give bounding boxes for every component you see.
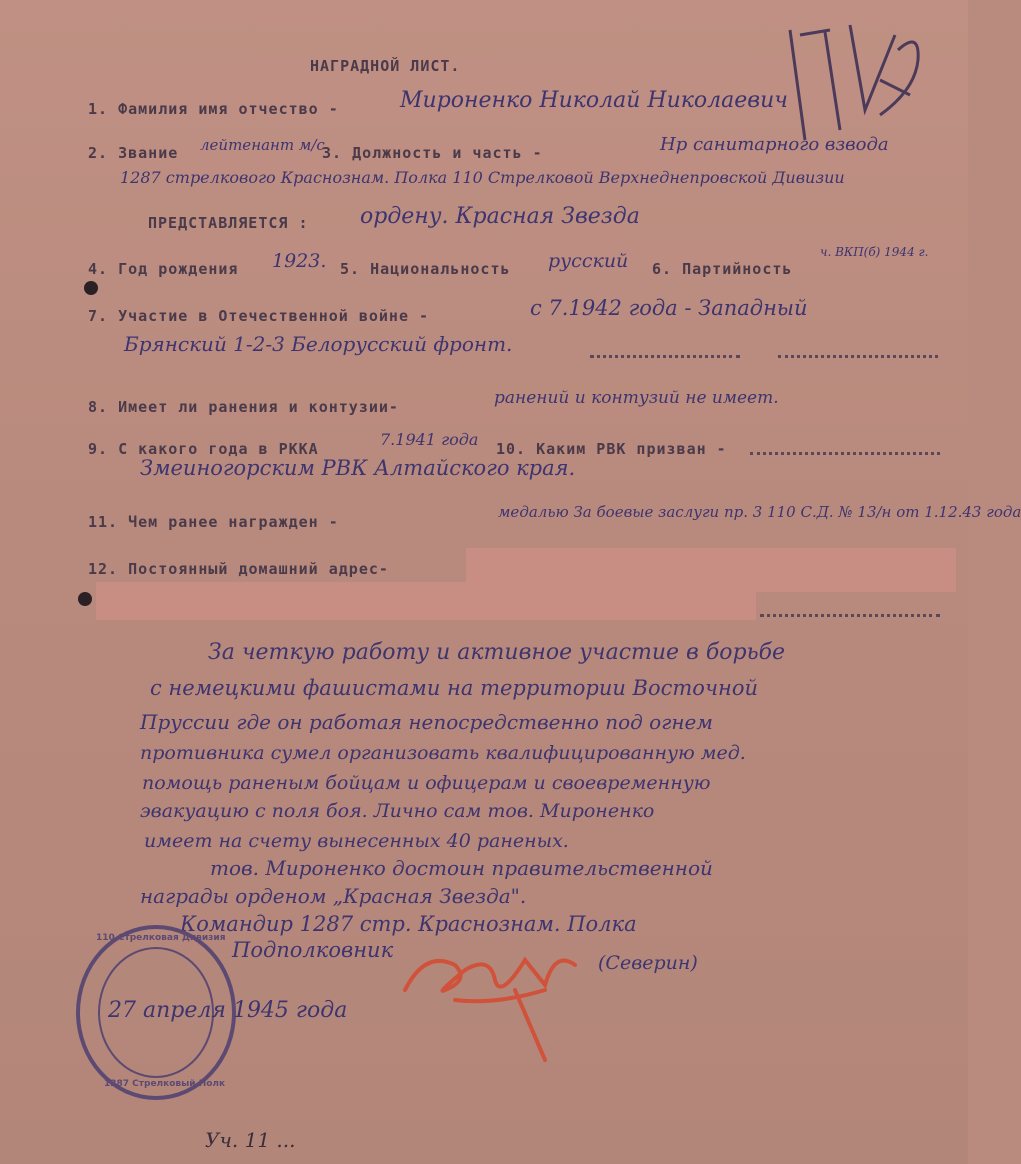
item-3-position: Нр санитарного взвода — [660, 134, 889, 155]
item-8-value: ранений и контузий не имеет. — [494, 388, 779, 408]
item-3-label: 3. Должность и часть - — [322, 144, 543, 162]
signature-name: (Северин) — [598, 952, 698, 974]
item-11-value: медалью За боевые заслуги пр. 3 110 С.Д. № 13/н от 1.12.43 года — [498, 503, 1021, 521]
item-1-value: Мироненко Николай Николаевич — [400, 88, 788, 113]
seal-text-top: 110 Стрелковая Дивизия — [96, 933, 226, 943]
item-9-label: 9. С какого года в РККА — [88, 440, 319, 458]
item-6-value: ч. ВКП(б) 1944 г. — [820, 245, 929, 259]
narrative-line-9: награды орденом „Красная Звезда". — [140, 884, 527, 908]
item-6-label: 6. Партийность — [652, 260, 793, 278]
dotted-line — [778, 355, 938, 358]
item-7-label: 7. Участие в Отечественной войне - — [88, 307, 430, 325]
document-title: НАГРАДНОЙ ЛИСТ. — [310, 57, 461, 75]
item-4-label: 4. Год рождения — [88, 260, 239, 278]
narrative-line-6: эвакуацию с поля боя. Лично сам тов. Мироненко — [140, 800, 655, 822]
item-10-value: Змеиногорским РВК Алтайского края. — [140, 456, 576, 480]
dotted-line — [750, 452, 940, 455]
item-11-label: 11. Чем ранее награжден - — [88, 513, 339, 531]
item-1-label: 1. Фамилия имя отчество - — [88, 100, 339, 118]
narrative-line-7: имеет на счету вынесенных 40 раненых. — [144, 830, 569, 852]
narrative-line-2: с немецкими фашистами на территории Восточной — [150, 676, 759, 700]
item-4-value: 1923. — [272, 250, 327, 272]
commander-title: Командир 1287 стр. Краснознам. Полка — [180, 912, 637, 936]
item-12-label: 12. Постоянный домашний адрес- — [88, 560, 389, 578]
punch-hole-bottom — [78, 592, 92, 606]
item-9-value: 7.1941 года — [380, 430, 479, 449]
narrative-line-3: Пруссии где он работая непосредственно под огнем — [140, 710, 713, 734]
address-redaction — [96, 582, 756, 620]
item-2-rank: лейтенант м/с — [200, 136, 325, 154]
item-2-label: 2. Звание — [88, 144, 179, 162]
item-7-value-line-1: с 7.1942 года - Западный — [530, 296, 808, 320]
narrative-line-4: противника сумел организовать квалифицированную мед. — [140, 742, 746, 764]
dotted-line — [760, 614, 940, 617]
item-5-value: русский — [548, 250, 629, 272]
presented-value: ордену. Красная Звезда — [360, 204, 640, 229]
seal-text-bottom: 1287 Стрелковый Полк — [104, 1079, 226, 1089]
narrative-line-1: За четкую работу и активное участие в борьбе — [208, 640, 786, 665]
item-10-label: 10. Каким РВК призван - — [496, 440, 727, 458]
dotted-line — [590, 355, 740, 358]
commander-signature — [395, 930, 605, 1070]
commander-rank: Подполковник — [232, 938, 394, 962]
presented-label: ПРЕДСТАВЛЯЕТСЯ : — [148, 214, 309, 232]
signing-date: 27 апреля 1945 года — [108, 998, 348, 1023]
item-7-value-line-2: Брянский 1-2-3 Белорусский фронт. — [124, 332, 513, 356]
item-8-label: 8. Имеет ли ранения и контузии- — [88, 398, 399, 416]
bottom-scribble: Уч. 11 ... — [205, 1128, 296, 1152]
item-3-unit: 1287 стрелкового Краснознам. Полка 110 Стрелковой Верхнеднепровской Дивизии — [120, 168, 845, 187]
punch-hole-top — [84, 281, 98, 295]
narrative-line-8: тов. Мироненко достоин правительственной — [210, 856, 713, 880]
item-5-label: 5. Национальность — [340, 260, 511, 278]
narrative-line-5: помощь раненым бойцам и офицерам и своевременную — [142, 772, 711, 794]
